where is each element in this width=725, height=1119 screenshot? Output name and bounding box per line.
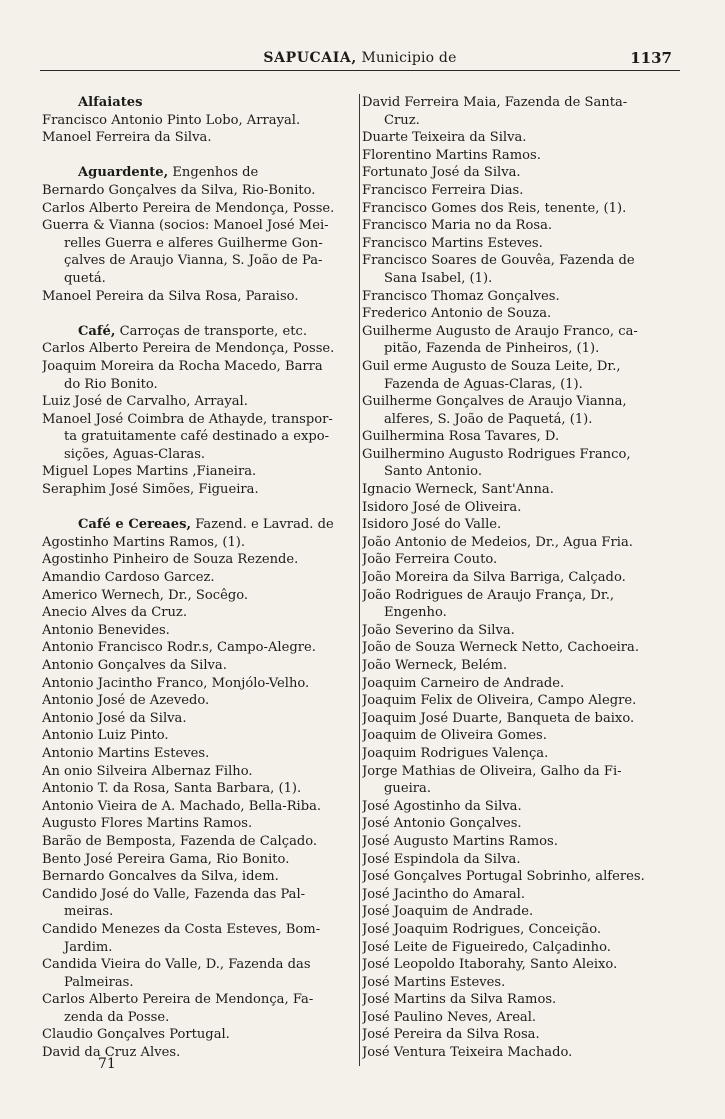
directory-entry: Joaquim Moreira da Rocha Macedo, Barra — [42, 358, 323, 374]
directory-entry: Antonio Benevides. — [42, 622, 170, 638]
directory-entry: Antonio Jacintho Franco, Monjólo-Velho. — [42, 675, 310, 691]
directory-entry: Manoel José Coimbra de Athayde, transpor- — [42, 411, 333, 427]
directory-entry: Candido José do Valle, Fazenda das Pal- — [42, 886, 306, 902]
directory-entry: Joaquim Rodrigues Valença. — [362, 745, 549, 761]
directory-entry: José Leite de Figueiredo, Calçadinho. — [362, 939, 611, 955]
entry-continuation: Cruz. — [384, 112, 420, 128]
directory-entry: Francisco Gomes dos Reis, tenente, (1). — [362, 200, 627, 216]
directory-entry: Antonio Francisco Rodr.s, Campo-Alegre. — [42, 640, 316, 656]
header-municipality: Municipio de — [361, 50, 457, 66]
directory-entry: José Martins Esteves. — [362, 974, 506, 990]
directory-entry: José Leopoldo Itaborahy, Santo Aleixo. — [362, 957, 618, 973]
directory-entry: José Jacintho do Amaral. — [362, 886, 526, 902]
directory-entry: Bernardo Goncalves da Silva, idem. — [42, 869, 279, 885]
directory-entry: José Gonçalves Portugal Sobrinho, alferes. — [362, 869, 645, 885]
section-gap — [42, 147, 358, 165]
directory-entry: João Werneck, Belém. — [362, 658, 508, 673]
directory-entry: Antonio Vieira de A. Machado, Bella-Riba. — [42, 798, 322, 814]
column-divider — [359, 94, 360, 1066]
directory-entry: João Antonio de Medeios, Dr., Agua Fria. — [362, 534, 633, 550]
section-heading — [42, 516, 358, 534]
entry-continuation: Fazenda de Aguas-Claras, (1). — [384, 376, 583, 392]
section-heading — [42, 164, 358, 182]
entry-continuation: Palmeiras. — [64, 974, 134, 990]
running-header — [40, 48, 680, 71]
entry-continuation: zenda da Posse. — [64, 1009, 170, 1025]
section-heading-title: Alfaiates — [78, 95, 143, 110]
directory-entry: Guilhermino Augusto Rodrigues Franco, — [362, 446, 631, 462]
directory-entry: Bernardo Gonçalves da Silva, Rio-Bonito. — [42, 182, 316, 198]
directory-entry: Agostinho Martins Ramos, (1). — [42, 534, 246, 550]
directory-entry: Guilherme Augusto de Araujo Franco, ca- — [362, 323, 638, 339]
header-title — [40, 50, 680, 66]
entry-continuation: meiras. — [64, 904, 114, 920]
directory-entry: Antonio Gonçalves da Silva. — [42, 658, 227, 673]
directory-entry: David Ferreira Maia, Fazenda de Santa- — [362, 95, 628, 110]
directory-entry: Jorge Mathias de Oliveira, Galho da Fi- — [362, 763, 622, 779]
directory-entry: Luiz José de Carvalho, Arrayal. — [42, 394, 248, 410]
directory-entry: Frederico Antonio de Souza. — [362, 306, 552, 322]
directory-entry: José Paulino Neves, Areal. — [362, 1009, 537, 1025]
section-gap — [42, 305, 358, 323]
header-place: SAPUCAIA, — [263, 50, 357, 66]
entry-continuation: pitão, Fazenda de Pinheiros, (1). — [384, 341, 600, 357]
directory-entry: José Pereira da Silva Rosa. — [362, 1027, 540, 1043]
directory-entry: Antonio Martins Esteves. — [42, 745, 210, 761]
directory-entry: Americo Wernech, Dr., Socêgo. — [42, 587, 249, 603]
directory-entry: Bento José Pereira Gama, Rio Bonito. — [42, 851, 290, 867]
entry-continuation: do Rio Bonito. — [64, 376, 158, 392]
section-heading-rest: Engenhos de — [168, 165, 259, 181]
section-heading-title: Café e Cereaes, — [78, 517, 192, 533]
section-heading — [42, 94, 358, 112]
section-heading — [42, 323, 358, 341]
directory-entry: João Ferreira Couto. — [362, 552, 498, 568]
entry-continuation: çalves de Araujo Vianna, S. João de Pa- — [64, 253, 323, 269]
directory-entry: Joaquim Carneiro de Andrade. — [362, 675, 565, 691]
directory-entry: Miguel Lopes Martins ,Fianeira. — [42, 464, 257, 480]
directory-entry: An onio Silveira Albernaz Filho. — [42, 763, 253, 779]
directory-entry: Francisco Ferreira Dias. — [362, 182, 524, 198]
directory-entry: José Martins da Silva Ramos. — [362, 992, 557, 1008]
directory-entry: Amandio Cardoso Garcez. — [42, 570, 215, 586]
directory-entry: João Severino da Silva. — [362, 622, 515, 638]
entry-continuation: Sana Isabel, (1). — [384, 270, 493, 286]
directory-entry: José Joaquim Rodrigues, Conceição. — [362, 921, 602, 937]
directory-entry: Guerra & Vianna (socios: Manoel José Mei- — [42, 218, 329, 234]
directory-entry: Seraphim José Simões, Figueira. — [42, 482, 259, 498]
section-gap — [42, 499, 358, 517]
directory-entry: José Antonio Gonçalves. — [362, 816, 522, 832]
directory-entry: José Agostinho da Silva. — [362, 798, 522, 814]
directory-entry: João de Souza Werneck Netto, Cachoeira. — [362, 640, 640, 656]
directory-entry: Isidoro José do Valle. — [362, 517, 502, 533]
directory-entry: Guilherme Gonçalves de Araujo Vianna, — [362, 394, 627, 410]
directory-entry: José Joaquim de Andrade. — [362, 904, 534, 920]
directory-entry: Francisco Maria no da Rosa. — [362, 218, 553, 234]
entry-continuation: ta gratuitamente café destinado a expo- — [64, 429, 330, 445]
directory-entry: Duarte Teixeira da Silva. — [362, 130, 527, 146]
directory-entry: José Espindola da Silva. — [362, 851, 521, 867]
directory-entry: Guilhermina Rosa Tavares, D. — [362, 429, 560, 445]
directory-entry: João Moreira da Silva Barriga, Calçado. — [362, 570, 626, 586]
directory-entry: Florentino Martins Ramos. — [362, 147, 541, 163]
entry-continuation: Engenho. — [384, 605, 447, 621]
directory-entry: Joaquim José Duarte, Banqueta de baixo. — [362, 710, 635, 726]
directory-entry: José Ventura Teixeira Machado. — [362, 1045, 573, 1061]
directory-entry: Manoel Ferreira da Silva. — [42, 130, 212, 146]
directory-entry: Francisco Martins Esteves. — [362, 235, 543, 251]
directory-entry: Barão de Bemposta, Fazenda de Calçado. — [42, 833, 318, 849]
directory-entry: José Augusto Martins Ramos. — [362, 833, 558, 849]
directory-entry: Joaquim Felix de Oliveira, Campo Alegre. — [362, 693, 637, 709]
entry-continuation: sições, Aguas-Claras. — [64, 446, 206, 462]
directory-entry: Anecio Alves da Cruz. — [42, 605, 187, 621]
entry-continuation: Santo Antonio. — [384, 464, 482, 480]
directory-entry: Carlos Alberto Pereira de Mendonça, Posse. — [42, 341, 335, 357]
directory-entry: Francisco Antonio Pinto Lobo, Arrayal. — [42, 112, 301, 128]
directory-entry: Candido Menezes da Costa Esteves, Bom- — [42, 921, 321, 937]
right-column — [362, 94, 680, 1062]
directory-entry: Antonio José de Azevedo. — [42, 693, 210, 709]
entry-continuation: relles Guerra e alferes Guilherme Gon- — [64, 235, 323, 251]
directory-entry: Antonio T. da Rosa, Santa Barbara, (1). — [42, 781, 302, 797]
directory-entry: Francisco Soares de Gouvêa, Fazenda de — [362, 253, 635, 269]
footer-page-number: 71 — [98, 1056, 116, 1072]
section-heading-title: Café, — [78, 323, 116, 339]
directory-entry: Manoel Pereira da Silva Rosa, Paraiso. — [42, 288, 299, 304]
left-column — [42, 94, 358, 1062]
directory-entry: Carlos Alberto Pereira de Mendonça, Posse. — [42, 200, 335, 216]
directory-entry: Fortunato José da Silva. — [362, 165, 521, 181]
entry-continuation: Jardim. — [64, 939, 113, 955]
entry-continuation: quetá. — [64, 270, 106, 286]
section-heading-title: Aguardente, — [78, 165, 169, 181]
directory-entry: João Rodrigues de Araujo França, Dr., — [362, 587, 615, 603]
directory-entry: David da Cruz Alves. — [42, 1045, 181, 1061]
directory-entry: Ignacio Werneck, Sant'Anna. — [362, 482, 554, 498]
directory-entry: Antonio Luiz Pinto. — [42, 728, 169, 744]
directory-entry: Antonio José da Silva. — [42, 710, 187, 726]
header-page-number: 1137 — [630, 49, 672, 67]
directory-entry: Isidoro José de Oliveira. — [362, 499, 522, 515]
directory-entry: Claudio Gonçalves Portugal. — [42, 1027, 230, 1043]
section-heading-rest: Carroças de transporte, etc. — [115, 323, 307, 339]
directory-entry: Augusto Flores Martins Ramos. — [42, 816, 253, 832]
entry-continuation: gueira. — [384, 781, 431, 797]
directory-entry: Carlos Alberto Pereira de Mendonça, Fa- — [42, 992, 314, 1008]
directory-entry: Candida Vieira do Valle, D., Fazenda das — [42, 957, 311, 973]
directory-entry: Francisco Thomaz Gonçalves. — [362, 288, 560, 304]
directory-entry: Guil erme Augusto de Souza Leite, Dr., — [362, 358, 621, 374]
entry-continuation: alferes, S. João de Paquetá, (1). — [384, 411, 593, 427]
directory-entry: Joaquim de Oliveira Gomes. — [362, 728, 547, 744]
directory-entry: Agostinho Pinheiro de Souza Rezende. — [42, 552, 299, 568]
section-heading-rest: Fazend. e Lavrad. de — [191, 517, 334, 533]
